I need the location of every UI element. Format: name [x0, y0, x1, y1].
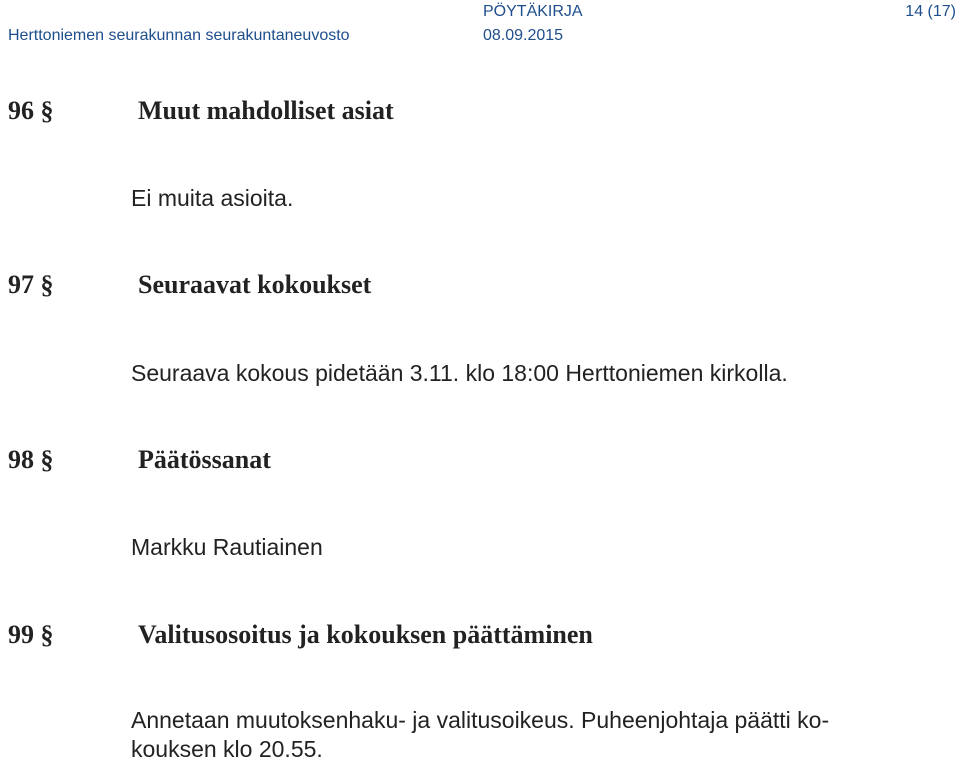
- section-97-heading: [8, 270, 371, 300]
- document-type: PÖYTÄKIRJA: [483, 3, 583, 20]
- section-number: 96 §: [8, 96, 54, 125]
- section-title: Päätössanat: [138, 445, 271, 474]
- section-98-text: Markku Rautiainen: [131, 534, 323, 560]
- section-title: Seuraavat kokoukset: [138, 270, 372, 299]
- section-99-heading: [8, 620, 593, 650]
- section-title: Valitusosoitus ja kokouksen päättäminen: [138, 620, 593, 649]
- section-number: 97 §: [8, 270, 54, 299]
- section-number: 99 §: [8, 620, 54, 649]
- organization-name: Herttoniemen seurakunnan seurakuntaneuvosto: [8, 27, 350, 44]
- document-date: 08.09.2015: [483, 27, 564, 44]
- section-96-heading: [8, 96, 394, 126]
- section-99-text-line2: kouksen klo 20.55.: [131, 736, 323, 762]
- section-96-text: Ei muita asioita.: [131, 185, 294, 211]
- section-number: 98 §: [8, 445, 54, 474]
- section-99-text-line1: Annetaan muutoksenhaku- ja valitusoikeus. Puheenjohtaja päätti ko-: [131, 707, 830, 733]
- page-number: 14 (17): [905, 3, 956, 20]
- section-97-text: Seuraava kokous pidetään 3.11. klo 18:00 Herttoniemen kirkolla.: [131, 360, 788, 386]
- section-title: Muut mahdolliset asiat: [138, 96, 394, 125]
- section-98-heading: [8, 445, 271, 475]
